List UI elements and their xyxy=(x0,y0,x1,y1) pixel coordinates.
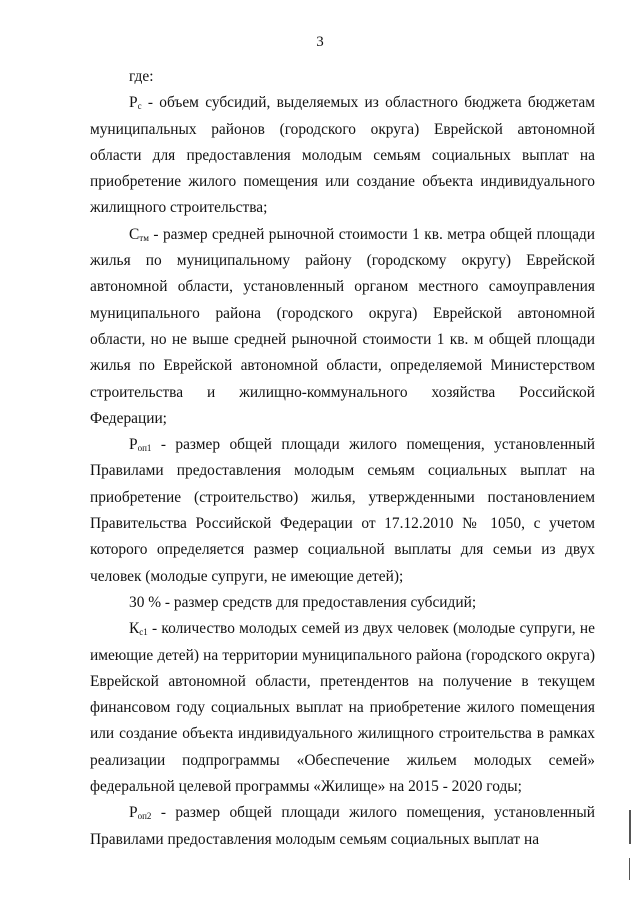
scan-margin-mark xyxy=(629,810,631,844)
intro-text: где: xyxy=(129,68,154,85)
definition-paragraph xyxy=(90,90,595,221)
definition-symbol: P xyxy=(129,436,138,454)
page-number: 3 xyxy=(316,34,324,50)
definition-symbol: 30 % xyxy=(129,593,162,611)
definition-subscript: с1 xyxy=(139,627,148,638)
definition-text: - размер общей площади жилого помещения, установленный Правилами предоставления молодым семьям социальных выплат на приобретение (строительство) жилья, утвержденными постановлением Правительства Российской Федерации от 17.12.2010 № 1050, с учетом которого определяется размер социальной выплаты для семьи из двух человек (молодые супруги, не имеющие детей); xyxy=(90,436,595,585)
definition-symbol: P xyxy=(129,94,138,112)
definition-paragraph xyxy=(90,590,595,616)
definition-symbol: C xyxy=(129,225,140,243)
definition-subscript: оп1 xyxy=(137,443,152,454)
definition-text: - объем субсидий, выделяемых из областного бюджета бюджетам муниципальных районов (городского округа) Еврейской автономной области для предоставления молодым семьям социальных выплат на приобретение жилого помещения или создание объекта индивидуального жилищного строительства; xyxy=(90,94,595,217)
definition-text: - количество молодых семей из двух человек (молодые супруги, не имеющие детей) на территории муниципального района (городского округа) Еврейской автономной области, претендентов на получение в текущем финансовом году социальных выплат на приобретение жилого помещения или создание объекта индивидуального жилищного строительства в рамках реализации подпрограммы «Обеспечение жильем молодых семей» федеральной целевой программы «Жилище» на 2015 - 2020 годы; xyxy=(90,620,595,796)
definition-text: - размер общей площади жилого помещения, установленный Правилами предоставления молодым семьям социальных выплат на xyxy=(90,804,595,848)
definition-text: - размер средств для предоставления субсидий; xyxy=(161,593,477,611)
definition-paragraph xyxy=(90,432,595,590)
definition-paragraph xyxy=(90,800,595,853)
definition-symbol: P xyxy=(129,804,138,822)
definition-symbol: К xyxy=(129,620,140,638)
definition-paragraph xyxy=(90,222,595,432)
definition-subscript: c xyxy=(137,101,142,112)
definition-paragraph xyxy=(90,616,595,800)
scan-margin-mark xyxy=(629,858,630,880)
definition-text: - размер средней рыночной стоимости 1 кв. метра общей площади жилья по муниципальному району (городскому округу) Еврейской автономной области, установленный органом местного самоуправления муниципального района (городского округа) Еврейской автономной области, но не выше средней рыночной стоимости 1 кв. м общей площади жилья по Еврейской автономной области, определяемой Министерством строительства и жилищно-коммунального хозяйства Российской Федерации; xyxy=(90,225,595,427)
document-body xyxy=(90,64,595,853)
definition-subscript: тм xyxy=(139,232,149,243)
definition-subscript: оп2 xyxy=(137,811,152,822)
